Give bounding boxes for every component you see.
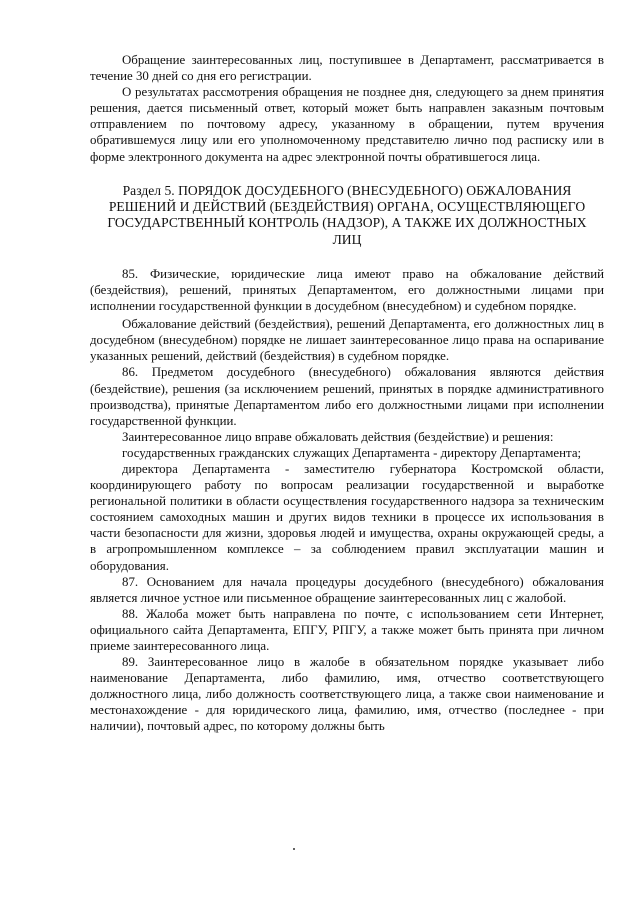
paragraph: Обращение заинтересованных лиц, поступившее в Департамент, рассматривается в течение 30 дней со дня его регистрации. — [90, 53, 604, 84]
paragraph-85: 85. Физические, юридические лица имеют право на обжалование действий (бездействия), решений, принятых Департаментом, его должностными лицами при исполнении государственной функции в досудебном (внесудебном) и судебном порядке. — [90, 266, 604, 314]
paragraph: директора Департамента - заместителю губернатора Костромской области, координирующего работу по вопросам реализации государственной и выработке региональной политики в области осуществления государственного надзора за техническим состоянием самоходных машин и других видов техники в процессе их использования в части безопасности для жизни, здоровья людей и имущества, охраны окружающей среды, а в агропромышленном комплексе – за соблюдением правил эксплуатации машин и оборудования. — [90, 461, 604, 573]
scan-speck — [293, 848, 295, 850]
paragraph: Заинтересованное лицо вправе обжаловать действия (бездействие) и решения: — [122, 429, 554, 444]
paragraph-86: 86. Предметом досудебного (внесудебного) обжалования являются действия (бездействие), решения (за исключением решений, принятых в порядке административного производства), принятые Департаментом либо его должностными лицами при исполнении государственной функции. — [90, 365, 604, 428]
paragraph: государственных гражданских служащих Департамента - директору Департамента; — [122, 445, 582, 460]
paragraph-88: 88. Жалоба может быть направлена по почте, с использованием сети Интернет, официального сайта Департамента, ЕПГУ, РПГУ, а также может быть принята при личном приеме заинтересованного лица. — [90, 606, 604, 653]
section-heading: Раздел 5. ПОРЯДОК ДОСУДЕБНОГО (ВНЕСУДЕБНОГО) ОБЖАЛОВАНИЯ РЕШЕНИЙ И ДЕЙСТВИЙ (БЕЗДЕЙСТВИЯ) ОРГАНА, ОСУЩЕСТВЛЯЮЩЕГО ГОСУДАРСТВЕННЫЙ КОНТРОЛЬ (НАДЗОР), А ТАКЖЕ ИХ ДОЛЖНОСТНЫХ ЛИЦ — [107, 182, 587, 247]
paragraph: Обжалование действий (бездействия), решений Департамента, его должностных лиц в досудебном (внесудебном) порядке не лишает заинтересованное лицо права на оспаривание указанных решений, действий (бездействия) в судебном порядке. — [90, 317, 604, 364]
paragraph-87: 87. Основанием для начала процедуры досудебного (внесудебного) обжалования является личное устное или письменное обращение заинтересованных лиц с жалобой. — [90, 574, 604, 605]
paragraph: О результатах рассмотрения обращения не позднее дня, следующего за днем принятия решения, дается письменный ответ, который может быть направлен заказным почтовым отправлением по почтовому адресу, указанному в обращении, путем вручения обратившемуся лицу или его уполномоченному представителю лично под расписку или в форме электронного документа на адрес электронной почты обратившегося лица. — [90, 85, 604, 164]
paragraph-89: 89. Заинтересованное лицо в жалобе в обязательном порядке указывает либо наименование Департамента, либо фамилию, имя, отчество соответствующего должностного лица, либо должность соответствующего лица, а также свои наименование и местонахождение - для юридического лица, фамилию, имя, отчество (последнее - при наличии), почтовый адрес, по которому должны быть — [90, 655, 604, 734]
